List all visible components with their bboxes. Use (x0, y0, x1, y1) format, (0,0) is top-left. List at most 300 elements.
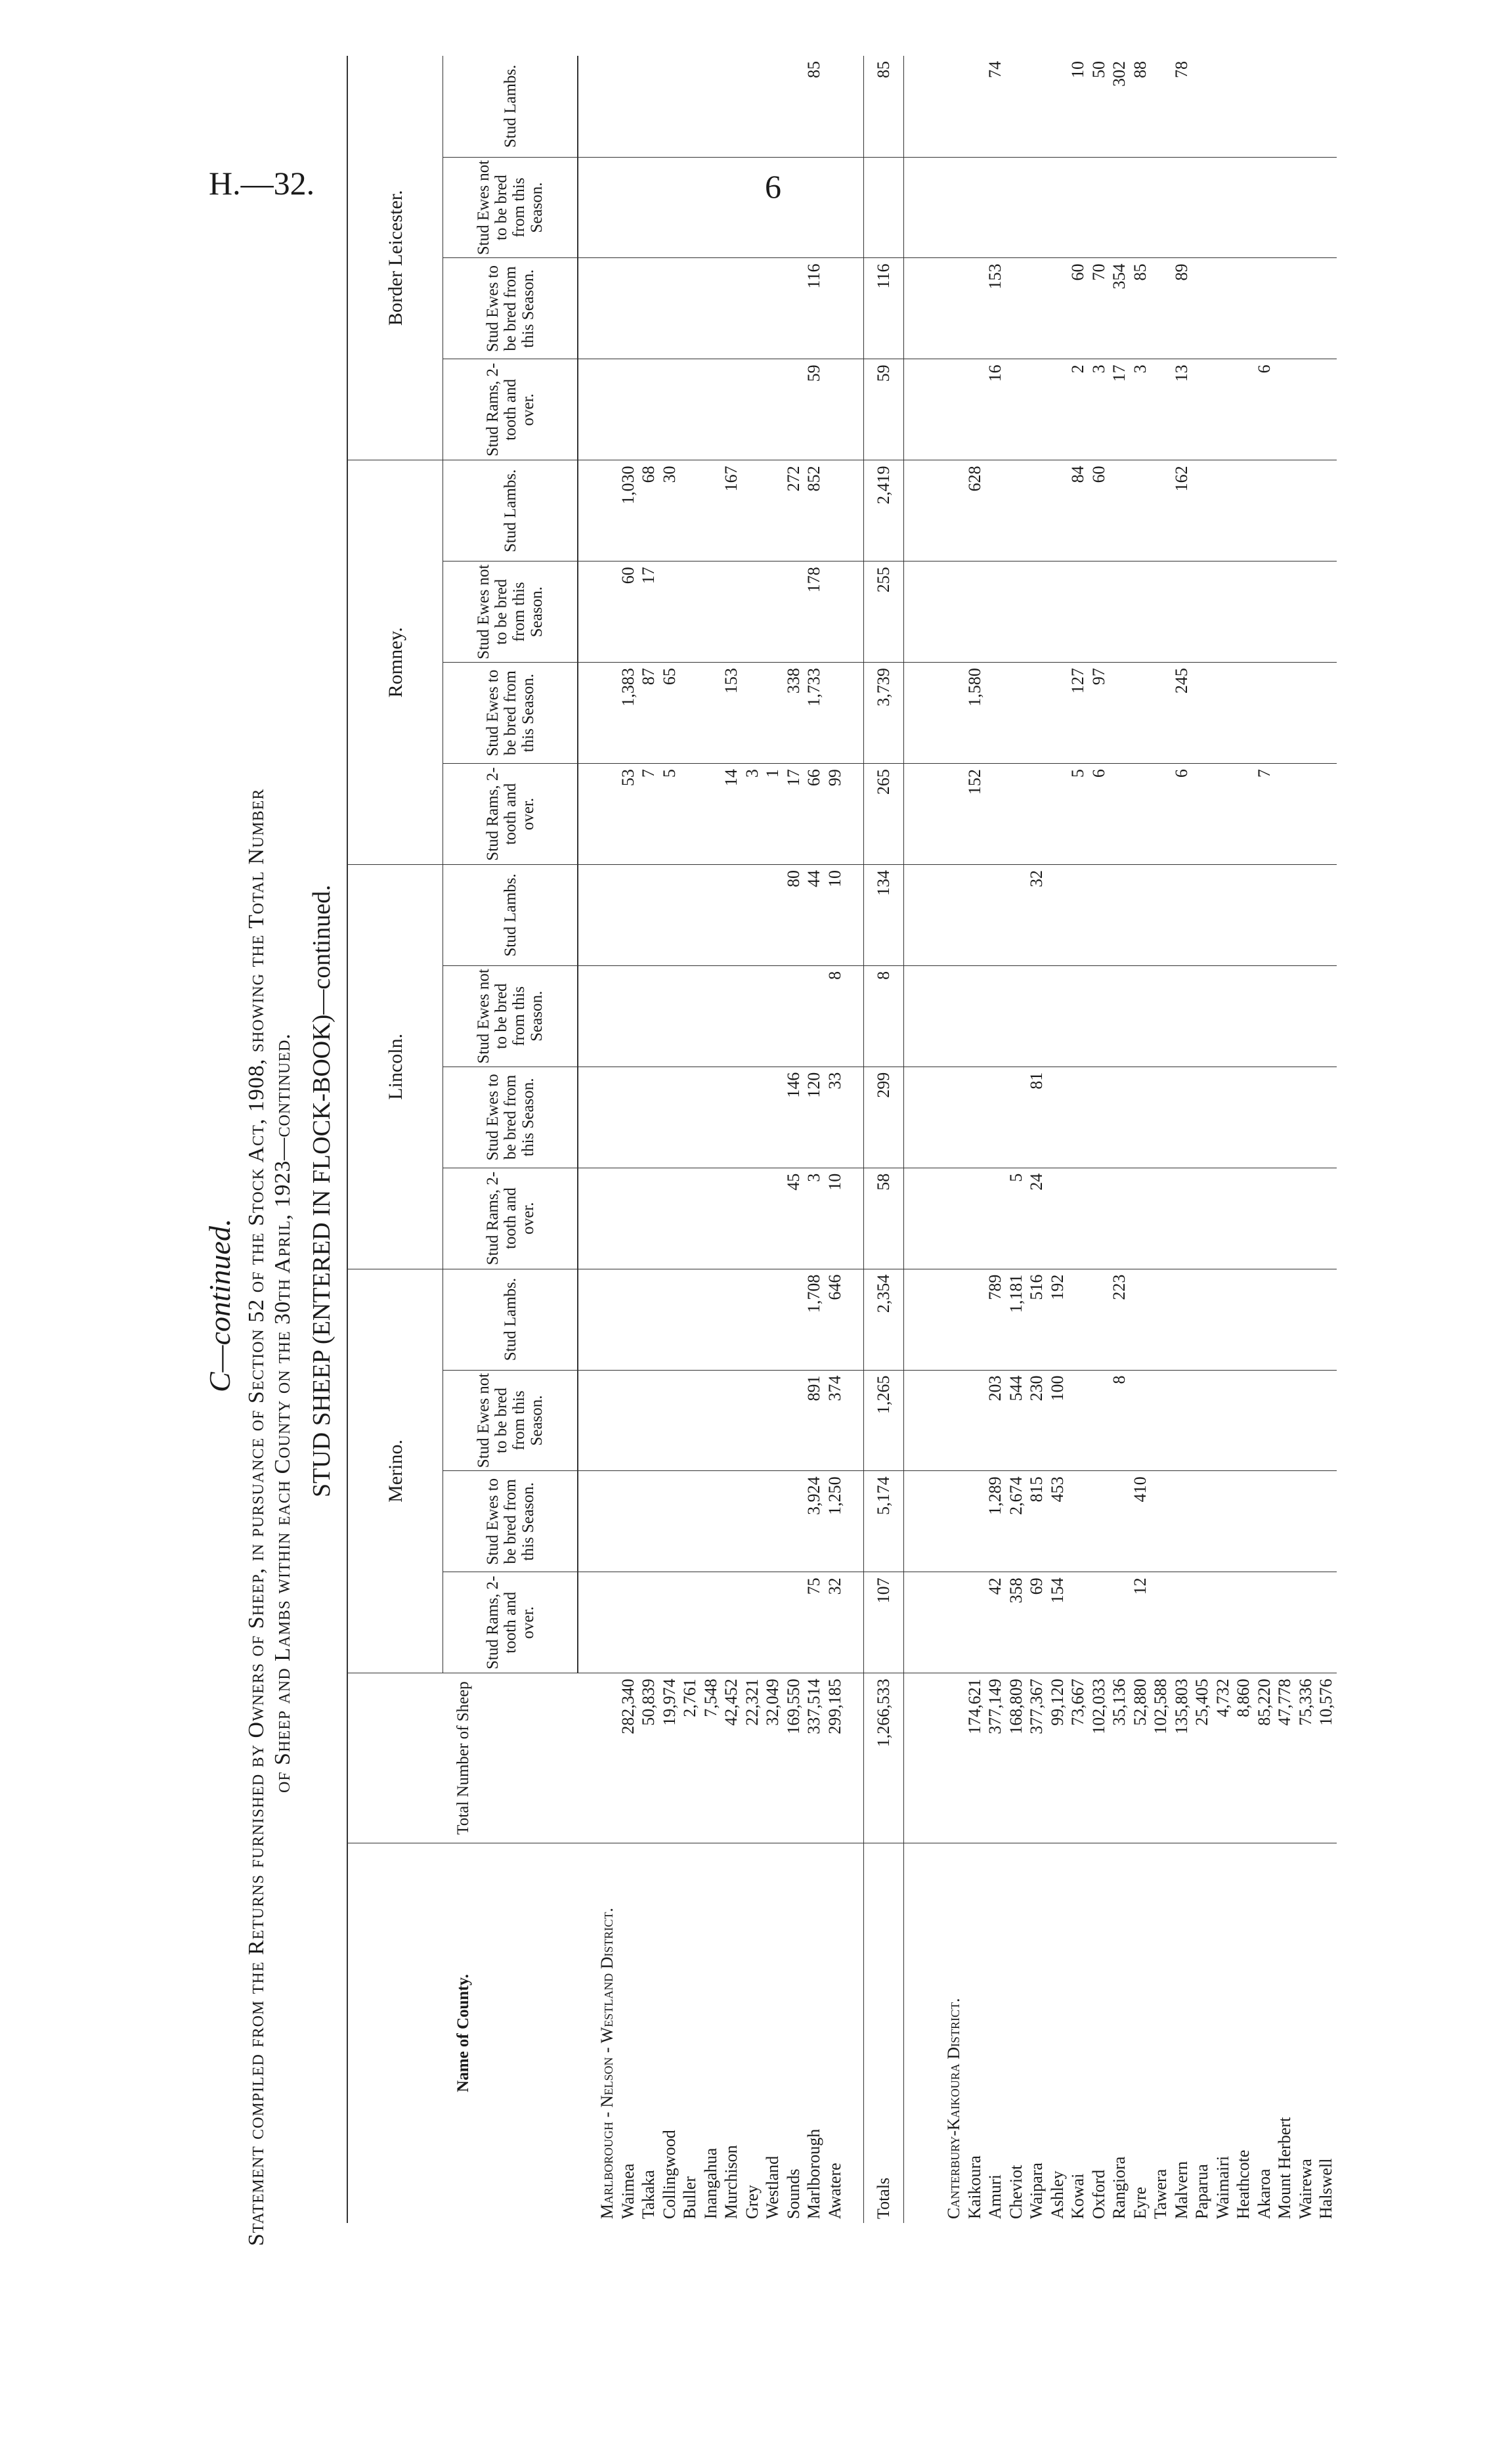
table-cell (638, 864, 659, 965)
table-cell (1213, 663, 1234, 764)
table-cell (964, 561, 985, 663)
table-cell (783, 1572, 804, 1673)
table-cell: 8 (1109, 1370, 1130, 1471)
table-cell (1192, 663, 1213, 764)
table-cell: 338 (783, 663, 804, 764)
table-cell (1233, 561, 1254, 663)
table-cell (1254, 258, 1275, 359)
table-cell (701, 157, 722, 258)
stud-sheep-subtitle: STUD SHEEP (ENTERED IN FLOCK-BOOK)—continued. (308, 885, 335, 1497)
county-name: Waimairi (1213, 2155, 1232, 2219)
table-cell (721, 864, 742, 965)
table-cell (1171, 864, 1192, 965)
table-cell (701, 359, 722, 460)
table-row (1047, 56, 1068, 2223)
table-cell (1213, 864, 1234, 965)
table-cell (1192, 965, 1213, 1067)
table-cell (742, 1269, 763, 1370)
table-cell (1089, 561, 1110, 663)
table-cell (985, 1168, 1006, 1269)
table-cell (762, 157, 783, 258)
table-cell: 516 (1026, 1269, 1047, 1370)
county-name: Akaroa (1254, 2168, 1274, 2219)
table-cell (1047, 258, 1068, 359)
table-cell (1192, 1471, 1213, 1572)
subheader-merino-lambs: Stud Lambs. (443, 1269, 578, 1370)
table-row (783, 56, 804, 2223)
table-cell (1295, 56, 1316, 157)
table-cell (742, 359, 763, 460)
table-cell (638, 359, 659, 460)
table-cell (1006, 157, 1027, 258)
table-cell (1089, 1168, 1110, 1269)
table-cell (742, 1168, 763, 1269)
table-cell (1089, 864, 1110, 965)
county-name: Westland (763, 2155, 782, 2219)
table-cell: 25,405 (1192, 1673, 1213, 1843)
table-cell (1150, 1269, 1171, 1370)
table-cell (783, 157, 804, 258)
table-cell (1006, 460, 1027, 561)
table-cell (1213, 359, 1234, 460)
table-cell: 255 (864, 561, 904, 663)
table-cell (618, 1370, 639, 1471)
table-cell: 45 (783, 1168, 804, 1269)
county-name: Collingwood (659, 2130, 679, 2219)
table-cell: 162 (1171, 460, 1192, 561)
table-cell: 174,621 (964, 1673, 985, 1843)
table-cell (1006, 561, 1027, 663)
table-cell (680, 1168, 701, 1269)
spacer-row (904, 56, 944, 2223)
table-cell (1254, 157, 1275, 258)
table-cell (783, 1471, 804, 1572)
table-row (1089, 56, 1110, 2223)
table-cell (1006, 1067, 1027, 1168)
table-cell (762, 1471, 783, 1572)
table-cell (985, 663, 1006, 764)
table-cell (721, 157, 742, 258)
table-cell: 32 (1026, 864, 1047, 965)
table-cell (762, 965, 783, 1067)
table-cell (1068, 1168, 1089, 1269)
table-cell: 75,336 (1295, 1673, 1316, 1843)
table-cell (742, 1370, 763, 1471)
table-cell (1089, 1471, 1110, 1572)
table-cell (783, 359, 804, 460)
table-cell: 646 (825, 1269, 846, 1370)
table-cell (1047, 1067, 1068, 1168)
table-cell (783, 561, 804, 663)
table-cell (1254, 663, 1275, 764)
table-cell (1274, 56, 1295, 157)
table-cell (1192, 561, 1213, 663)
table-cell (701, 1370, 722, 1471)
county-name: Marlborough (804, 2128, 823, 2219)
table-cell (1233, 157, 1254, 258)
table-cell (1233, 359, 1254, 460)
table-cell (701, 965, 722, 1067)
table-cell (618, 864, 639, 965)
table-cell: 68 (638, 460, 659, 561)
table-cell (1026, 258, 1047, 359)
table-cell (1254, 1269, 1275, 1370)
table-cell (1130, 1269, 1151, 1370)
table-cell (804, 157, 825, 258)
table-cell (1130, 460, 1151, 561)
county-name: Totals (864, 1843, 904, 2223)
table-cell (1047, 663, 1068, 764)
table-cell (1130, 1370, 1151, 1471)
table-cell (1150, 56, 1171, 157)
table-cell (1274, 864, 1295, 965)
table-cell (1254, 1168, 1275, 1269)
table-cell (964, 1168, 985, 1269)
table-cell (825, 258, 846, 359)
table-cell: 70 (1089, 258, 1110, 359)
table-cell: 3 (1089, 359, 1110, 460)
county-name: Inangahua (701, 2147, 720, 2219)
table-cell (1213, 258, 1234, 359)
table-cell: 30 (659, 460, 680, 561)
table-cell: 1,266,533 (864, 1673, 904, 1843)
table-cell: 116 (804, 258, 825, 359)
table-cell: 33 (825, 1067, 846, 1168)
table-cell (1150, 359, 1171, 460)
table-cell (825, 460, 846, 561)
table-cell (1171, 561, 1192, 663)
county-name: Heathcote (1234, 2149, 1253, 2219)
table-cell (783, 258, 804, 359)
table-cell (1295, 1168, 1316, 1269)
table-cell: 65 (659, 663, 680, 764)
table-cell (1295, 1572, 1316, 1673)
county-name: Paparua (1192, 2164, 1211, 2219)
table-cell (1213, 965, 1234, 1067)
table-cell (1109, 1168, 1130, 1269)
table-cell (1213, 157, 1234, 258)
table-cell (742, 258, 763, 359)
table-cell (1068, 1269, 1089, 1370)
table-cell: 1,733 (804, 663, 825, 764)
table-cell: 60 (618, 561, 639, 663)
county-name: Amuri (985, 2174, 1004, 2219)
table-cell: 153 (985, 258, 1006, 359)
table-row (680, 56, 701, 2223)
table-row (638, 56, 659, 2223)
table-cell: 14 (721, 764, 742, 865)
table-cell (701, 460, 722, 561)
table-row (1026, 56, 1047, 2223)
table-cell: 223 (1109, 1269, 1130, 1370)
table-cell (680, 1370, 701, 1471)
district-heading-row (597, 56, 618, 2223)
table-row (1233, 56, 1254, 2223)
table-cell (1316, 561, 1337, 663)
table-cell: 3 (804, 1168, 825, 1269)
table-cell: 891 (804, 1370, 825, 1471)
table-cell (1213, 1168, 1234, 1269)
table-cell: 203 (985, 1370, 1006, 1471)
table-cell (721, 1471, 742, 1572)
table-cell (659, 1168, 680, 1269)
table-cell: 1,708 (804, 1269, 825, 1370)
table-cell: 88 (1130, 56, 1151, 157)
table-cell: 47,778 (1274, 1673, 1295, 1843)
table-cell: 10 (825, 864, 846, 965)
table-cell (1047, 965, 1068, 1067)
table-cell: 84 (1068, 460, 1089, 561)
table-cell: 102,588 (1150, 1673, 1171, 1843)
table-cell (618, 965, 639, 1067)
table-cell (1192, 258, 1213, 359)
table-cell (1295, 1471, 1316, 1572)
spacer-row (578, 56, 597, 2223)
table-cell (783, 56, 804, 157)
table-cell (1254, 965, 1275, 1067)
table-cell (1254, 864, 1275, 965)
statement-title-line1: Statement compiled from the Returns furnished by Owners of Sheep, in pursuance of Section 52 of the Stock Act, 1908, showing the Total Number (244, 788, 269, 2246)
table-cell (1068, 965, 1089, 1067)
table-cell (1026, 764, 1047, 865)
table-cell: 16 (985, 359, 1006, 460)
table-cell (985, 1067, 1006, 1168)
table-cell: 2,761 (680, 1673, 701, 1843)
table-cell: 7 (1254, 764, 1275, 865)
table-cell (1316, 1168, 1337, 1269)
table-cell: 265 (864, 764, 904, 865)
table-cell (721, 359, 742, 460)
table-cell: 453 (1047, 1471, 1068, 1572)
county-name: Cheviot (1006, 2165, 1026, 2219)
table-cell (1213, 460, 1234, 561)
table-cell (638, 1370, 659, 1471)
table-cell (659, 1370, 680, 1471)
table-cell (1171, 1471, 1192, 1572)
table-cell (1316, 864, 1337, 965)
subheader-lincoln-ewes-bred: Stud Ewes to be bred from this Season. (443, 1067, 578, 1168)
table-cell (742, 663, 763, 764)
table-cell (1192, 1572, 1213, 1673)
table-cell: 17 (783, 764, 804, 865)
table-cell (1254, 1067, 1275, 1168)
table-cell: 2,354 (864, 1269, 904, 1370)
table-cell: 377,367 (1026, 1673, 1047, 1843)
table-cell: 299 (864, 1067, 904, 1168)
table-cell: 135,803 (1171, 1673, 1192, 1843)
table-cell: 230 (1026, 1370, 1047, 1471)
table-row (1150, 56, 1171, 2223)
table-cell (1171, 157, 1192, 258)
table-cell: 75 (804, 1572, 825, 1673)
table-cell: 168,809 (1006, 1673, 1027, 1843)
table-row (1192, 56, 1213, 2223)
table-cell (1316, 965, 1337, 1067)
table-cell (1213, 1471, 1234, 1572)
table-cell (742, 864, 763, 965)
table-cell (618, 1471, 639, 1572)
county-name: Waipara (1027, 2163, 1046, 2219)
subheader-border-leicester-ewes-bred: Stud Ewes to be bred from this Season. (443, 258, 578, 359)
table-cell (742, 965, 763, 1067)
subheader-lincoln-rams: Stud Rams, 2-tooth and over. (443, 1168, 578, 1269)
table-cell: 178 (804, 561, 825, 663)
table-cell (1316, 1370, 1337, 1471)
table-cell (1295, 663, 1316, 764)
table-cell (701, 258, 722, 359)
table-cell (721, 561, 742, 663)
table-cell: 59 (864, 359, 904, 460)
table-cell (964, 1471, 985, 1572)
table-cell (1192, 56, 1213, 157)
table-cell (1130, 864, 1151, 965)
subheader-merino-ewes-bred: Stud Ewes to be bred from this Season. (443, 1471, 578, 1572)
table-cell (1047, 1168, 1068, 1269)
table-cell (1109, 1067, 1130, 1168)
table-cell (659, 1269, 680, 1370)
subheader-romney-lambs: Stud Lambs. (443, 460, 578, 561)
table-cell (680, 1471, 701, 1572)
table-cell (618, 157, 639, 258)
table-cell (721, 1572, 742, 1673)
table-cell (680, 258, 701, 359)
table-cell (638, 1471, 659, 1572)
table-cell (701, 561, 722, 663)
table-cell (1192, 157, 1213, 258)
table-cell: 22,321 (742, 1673, 763, 1843)
table-cell: 7,548 (701, 1673, 722, 1843)
table-cell (680, 1067, 701, 1168)
table-cell (1295, 359, 1316, 460)
table-cell (680, 1572, 701, 1673)
table-cell: 107 (864, 1572, 904, 1673)
table-cell (1316, 1471, 1337, 1572)
subheader-merino-ewes-not-bred: Stud Ewes not to be bred from this Season. (443, 1370, 578, 1471)
table-cell (762, 258, 783, 359)
group-header-lincoln: Lincoln. (347, 864, 443, 1269)
table-row (742, 56, 763, 2223)
table-cell (1254, 1471, 1275, 1572)
table-cell (1068, 561, 1089, 663)
table-row (701, 56, 722, 2223)
table-cell (721, 1067, 742, 1168)
subheader-romney-ewes-not-bred: Stud Ewes not to be bred from this Season. (443, 561, 578, 663)
table-cell (1316, 1269, 1337, 1370)
spacer-row (845, 56, 864, 2223)
table-cell (680, 359, 701, 460)
table-cell (680, 460, 701, 561)
table-cell (1130, 764, 1151, 865)
table-cell (1026, 359, 1047, 460)
column-header-total: Total Number of Sheep (347, 1673, 578, 1843)
table-cell (1089, 1067, 1110, 1168)
table-cell (638, 1269, 659, 1370)
table-cell (1150, 1471, 1171, 1572)
table-cell (638, 1168, 659, 1269)
table-cell: 169,550 (783, 1673, 804, 1843)
table-cell (783, 965, 804, 1067)
subheader-border-leicester-ewes-not-bred: Stud Ewes not to be bred from this Season. (443, 157, 578, 258)
table-cell (618, 1269, 639, 1370)
table-cell (618, 1067, 639, 1168)
table-cell (964, 359, 985, 460)
table-cell (659, 1067, 680, 1168)
table-cell: 302 (1109, 56, 1130, 157)
table-cell (1026, 663, 1047, 764)
table-cell: 73,667 (1068, 1673, 1089, 1843)
table-cell: 85,220 (1254, 1673, 1275, 1843)
table-cell (1254, 1572, 1275, 1673)
table-cell: 5 (1006, 1168, 1027, 1269)
table-cell (1192, 460, 1213, 561)
table-cell (762, 1168, 783, 1269)
table-cell (1274, 460, 1295, 561)
table-cell (1316, 1067, 1337, 1168)
table-cell (1150, 157, 1171, 258)
table-cell (1068, 1471, 1089, 1572)
table-cell (1047, 864, 1068, 965)
table-cell (1233, 864, 1254, 965)
table-cell (701, 1471, 722, 1572)
table-cell: 17 (1109, 359, 1130, 460)
county-name: Ashley (1047, 2170, 1067, 2219)
table-cell (1213, 1572, 1234, 1673)
county-name: Mount Herbert (1275, 2117, 1294, 2219)
county-name: Takaka (639, 2170, 658, 2219)
table-cell: 146 (783, 1067, 804, 1168)
table-cell (1089, 157, 1110, 258)
table-cell: 10 (825, 1168, 846, 1269)
table-cell: 5 (1068, 764, 1089, 865)
table-cell (1192, 1370, 1213, 1471)
table-row (721, 56, 742, 2223)
table-row (618, 56, 639, 2223)
table-cell (742, 157, 763, 258)
county-name: Grey (742, 2185, 762, 2219)
table-cell (783, 1370, 804, 1471)
table-cell (1150, 1067, 1171, 1168)
table-cell (1026, 561, 1047, 663)
table-row (1068, 56, 1089, 2223)
table-cell: 3,924 (804, 1471, 825, 1572)
page-reference: H.—32. (209, 165, 315, 202)
table-cell (1254, 561, 1275, 663)
table-cell (964, 965, 985, 1067)
table-cell (1109, 460, 1130, 561)
table-cell (1026, 157, 1047, 258)
county-name: Awatere (825, 2163, 844, 2219)
table-cell (1150, 1572, 1171, 1673)
table-cell (1026, 460, 1047, 561)
table-cell: 60 (1068, 258, 1089, 359)
table-cell (1171, 1269, 1192, 1370)
table-cell (1295, 1067, 1316, 1168)
table-cell (742, 56, 763, 157)
table-cell: 69 (1026, 1572, 1047, 1673)
county-name: Oxford (1089, 2169, 1108, 2219)
table-cell (1068, 1370, 1089, 1471)
table-cell: 87 (638, 663, 659, 764)
table-cell (1274, 764, 1295, 865)
table-cell: 10 (1068, 56, 1089, 157)
table-cell (1047, 359, 1068, 460)
table-row (825, 56, 846, 2223)
table-cell (1295, 965, 1316, 1067)
table-cell (680, 56, 701, 157)
table-cell (659, 56, 680, 157)
column-header-county: Name of County. (347, 1843, 578, 2223)
table-cell: 8,860 (1233, 1673, 1254, 1843)
